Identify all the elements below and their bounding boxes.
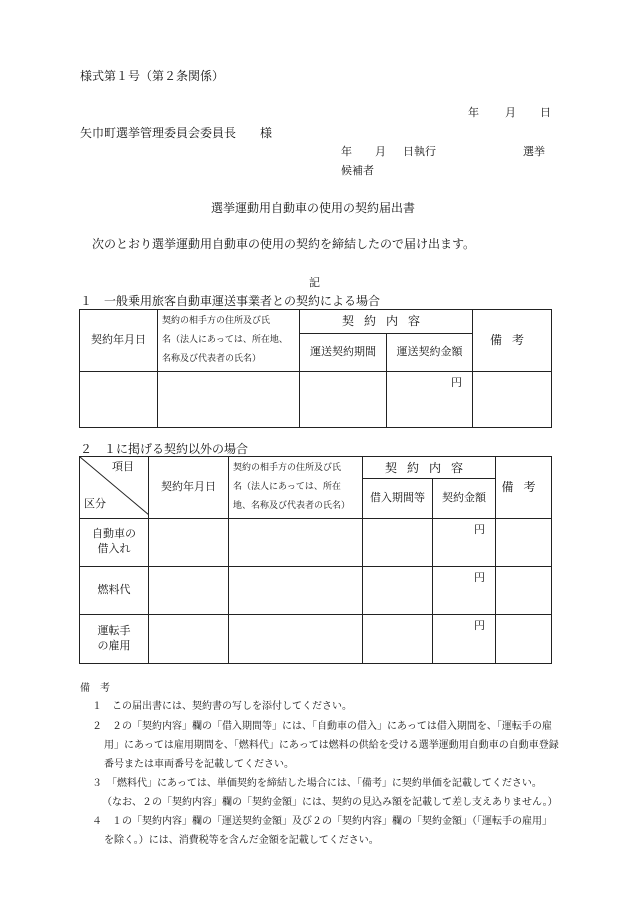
election-name: 選挙: [523, 145, 545, 158]
notes-heading: 備 考: [80, 683, 110, 694]
date-month: 月: [505, 106, 516, 119]
section1-heading: １ 一般乗用旅客自動車運送事業者との契約による場合: [80, 294, 381, 308]
election-month: 月: [375, 145, 386, 158]
s1-cell-period[interactable]: [300, 371, 387, 427]
s2-cell-date[interactable]: [149, 518, 229, 566]
s1-col-contract: 契約内容: [300, 310, 473, 334]
note-line: ３ 「燃料代」にあっては、単価契約を締結した場合には、「備考」に契約単価を記載してください。: [92, 778, 542, 789]
note-line: １ この届出書には、契約書の写しを添付してください。: [92, 701, 352, 712]
s2-cell-date[interactable]: [149, 566, 229, 614]
note-line: 番号または車両番号を記載してください。: [104, 759, 294, 770]
s1-cell-party[interactable]: [158, 371, 300, 427]
s2-cell-amount[interactable]: 円: [433, 518, 496, 566]
s2-cell-amount[interactable]: 円: [433, 614, 496, 663]
s2-cell-period[interactable]: [363, 566, 433, 614]
s1-cell-amount[interactable]: 円: [387, 371, 473, 427]
s2-row-label-fuel: 燃料代: [80, 566, 149, 614]
s2-cell-date[interactable]: [149, 614, 229, 663]
s2-cell-remarks[interactable]: [496, 566, 552, 614]
s1-col-period: 運送契約期間: [300, 333, 387, 371]
section2-heading: ２ １に掲げる契約以外の場合: [80, 442, 249, 456]
s2-cell-period[interactable]: [363, 518, 433, 566]
s2-col-contract: 契約内容: [363, 457, 496, 479]
s2-cell-remarks[interactable]: [496, 614, 552, 663]
note-line: 用」にあっては雇用期間を、「燃料代」にあっては燃料の供給を受ける選挙運動用自動車の自動車登録: [104, 740, 559, 751]
s2-col-period: 借入期間等: [363, 479, 433, 518]
s2-cell-party[interactable]: [229, 614, 363, 663]
section1-table: [79, 309, 552, 428]
note-line: ４ １の「契約内容」欄の「運送契約金額」及び２の「契約内容」欄の「契約金額」（「運転手の雇用」: [92, 816, 552, 827]
s2-cell-remarks[interactable]: [496, 518, 552, 566]
election-year: 年: [341, 145, 352, 158]
date-year: 年: [468, 106, 479, 119]
s2-row-label-car: 自動車の 借入れ: [80, 518, 149, 566]
s2-corner-kubun: 区分: [84, 497, 106, 510]
election-day: 日執行: [403, 145, 436, 158]
note-line: を除く。）には、消費税等を含んだ金額を記載してください。: [104, 835, 379, 846]
ki-label: 記: [309, 276, 320, 289]
s2-corner-item: 項目: [112, 460, 134, 473]
s1-cell-remarks[interactable]: [473, 371, 552, 427]
s1-cell-date[interactable]: [80, 371, 158, 427]
document-title: 選挙運動用自動車の使用の契約届出書: [211, 201, 416, 215]
addressee: 矢巾町選挙管理委員会委員長 様: [80, 126, 273, 140]
candidate-label: 候補者: [341, 164, 374, 177]
s2-corner-cell: [80, 457, 149, 519]
s2-col-date: 契約年月日: [149, 457, 229, 519]
s1-col-party: 契約の相手方の住所及び氏 名（法人にあっては、所在地、 名称及び代表者の氏名）: [158, 310, 300, 372]
section2-table: [79, 456, 552, 664]
date-day: 日: [540, 106, 551, 119]
s2-row-label-driver: 運転手 の雇用: [80, 614, 149, 663]
s2-col-party: 契約の相手方の住所及び氏 名（法人にあっては、所在 地、名称及び代表者の氏名）: [229, 457, 363, 519]
note-line: （なお、２の「契約内容」欄の「契約金額」には、契約の見込み額を記載して差し支えありません。）: [102, 797, 558, 808]
s1-col-amount: 運送契約金額: [387, 333, 473, 371]
s2-col-amount: 契約金額: [433, 479, 496, 518]
form-number: 様式第１号（第２条関係）: [80, 69, 225, 83]
s2-cell-party[interactable]: [229, 518, 363, 566]
note-line: ２ ２の「契約内容」欄の「借入期間等」には、「自動車の借入」にあっては借入期間を、「運転手の雇: [92, 721, 552, 732]
intro-text: 次のとおり選挙運動用自動車の使用の契約を締結したので届け出ます。: [92, 237, 476, 251]
s2-cell-period[interactable]: [363, 614, 433, 663]
s2-cell-amount[interactable]: 円: [433, 566, 496, 614]
s1-col-date: 契約年月日: [80, 310, 158, 372]
s2-cell-party[interactable]: [229, 566, 363, 614]
s1-col-remarks: 備考: [473, 310, 552, 372]
s2-col-remarks: 備考: [496, 457, 552, 519]
